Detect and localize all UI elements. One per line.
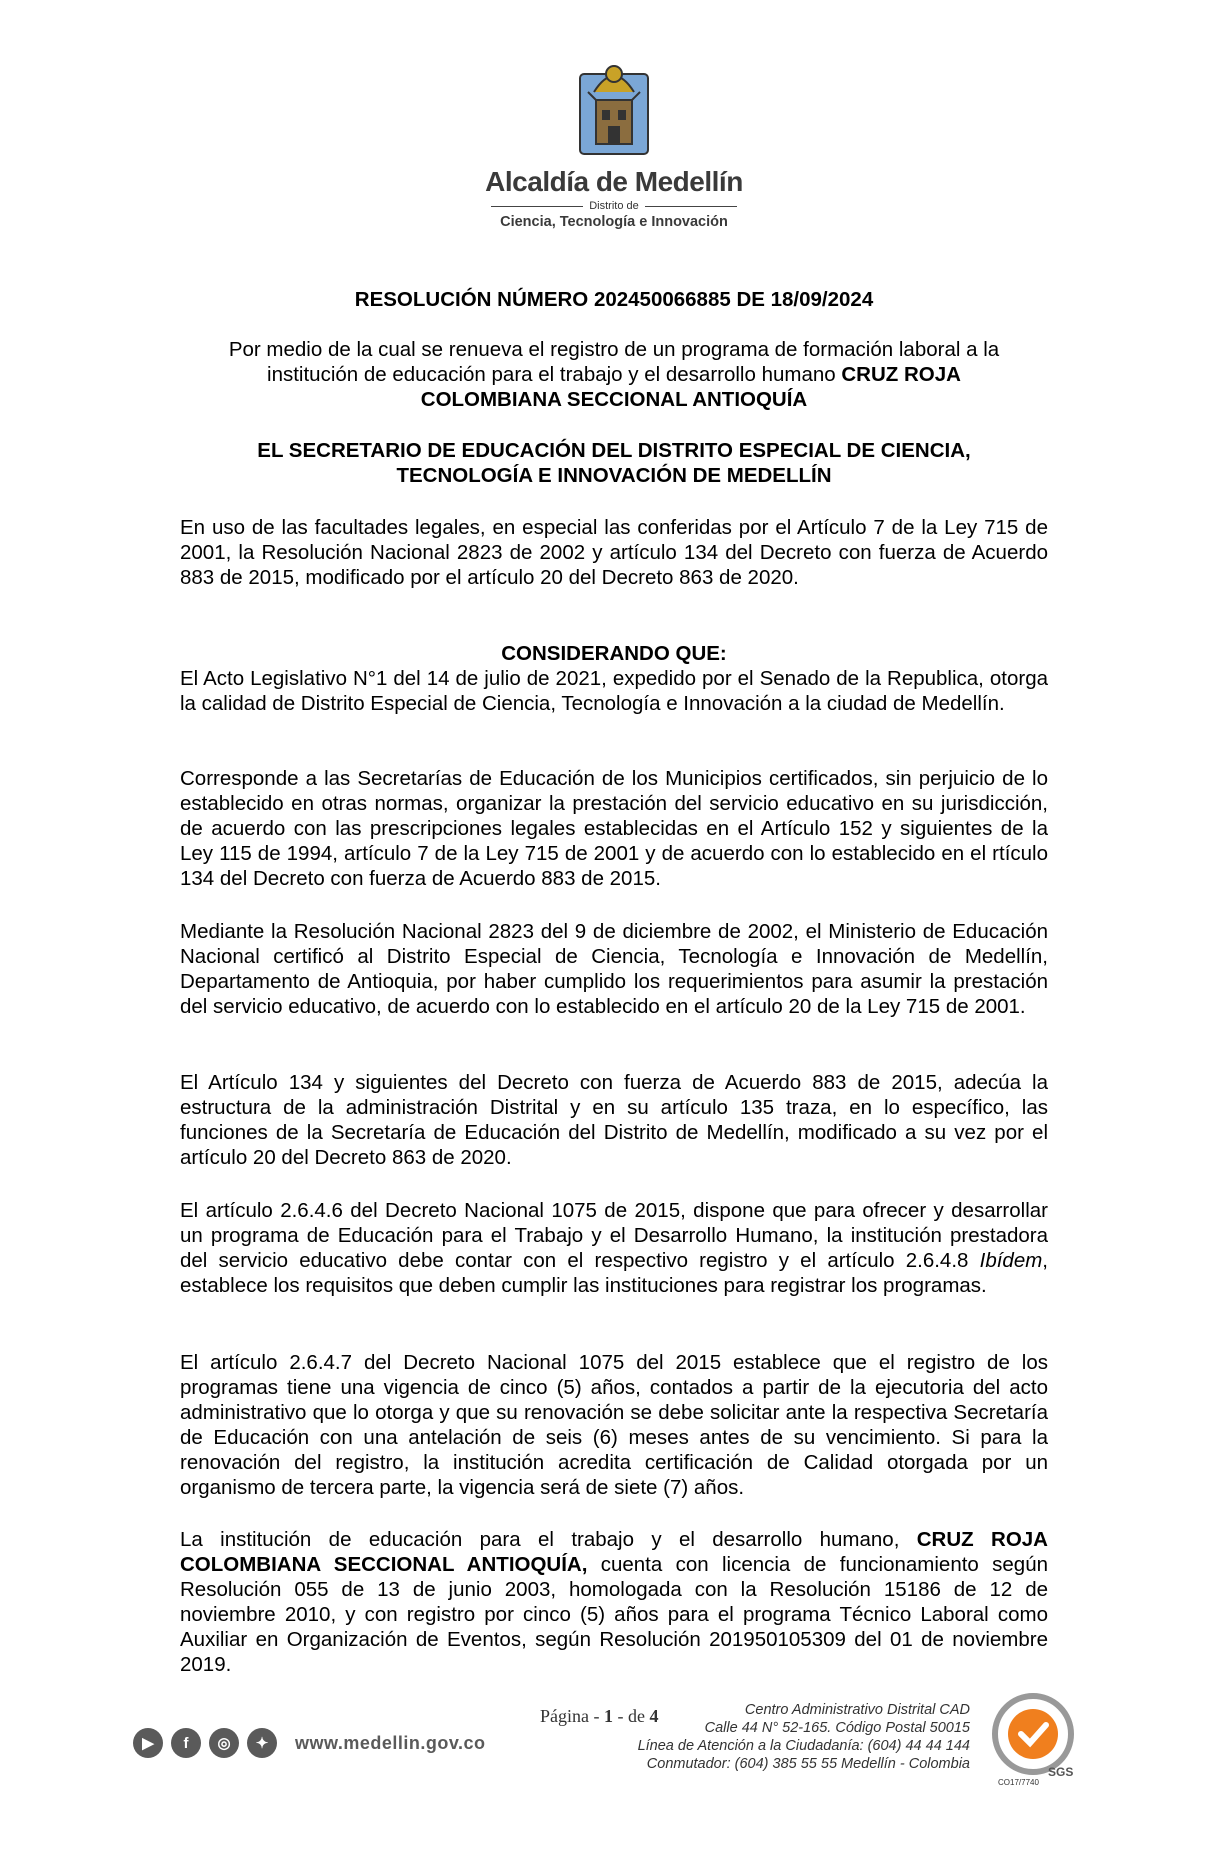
seal-text: SGS — [1048, 1765, 1074, 1779]
authority-line-2: TECNOLOGÍA E INNOVACIÓN DE MEDELLÍN — [396, 464, 832, 487]
considering-paragraph-2: Corresponde a las Secretarías de Educación de los Municipios certificados, sin perjuicio de lo establecido en otras normas, organizar la prestación del servicio educativo en su jurisdicción, de acuerdo con las prescripciones legales establecidas en el Artículo 152 y siguientes de la Ley 115 de 1994, artículo 7 de la Ley 715 de 2001 y de acuerdo con lo establecido en el rtículo 134 del Decreto con fuerza de Acuerdo 883 de 2015. — [180, 767, 1048, 890]
p5-text-c: , establece los requisitos que deben cumplir las instituciones para registrar los programas. — [180, 1249, 1048, 1297]
subject-institution: CRUZ ROJA COLOMBIANA SECCIONAL ANTIOQUÍA — [420, 363, 961, 411]
instagram-icon[interactable]: ◎ — [209, 1728, 239, 1758]
p7-text-a: La institución de educación para el trabajo y el desarrollo humano, — [180, 1528, 917, 1551]
p5-ibidem: Ibídem — [979, 1249, 1043, 1272]
address-line-2: Calle 44 N° 52-165. Código Postal 50015 — [704, 1720, 970, 1736]
address-block — [590, 1701, 970, 1773]
considering-paragraph-5 — [180, 1198, 1048, 1298]
seal-code: CO17/7740 — [998, 1778, 1039, 1787]
address-line-4: Conmutador: (604) 385 55 55 Medellín - Colombia — [646, 1756, 970, 1772]
subject-paragraph — [196, 337, 1032, 412]
resolution-title: RESOLUCIÓN NÚMERO 202450066885 DE 18/09/2024 — [354, 288, 874, 311]
medellin-coat-of-arms-icon — [574, 52, 654, 162]
considering-paragraph-6: El artículo 2.6.4.7 del Decreto Nacional 1075 del 2015 establece que el registro de los programas tiene una vigencia de cinco (5) años, contados a partir de la ejecutoria del acto administrativo que lo otorga y que su renovación se debe solicitar ante la respectiva Secretaría de Educación con una antelación de seis (6) meses antes de su vencimiento. Si para la renovación del registro, la institución acredita certificación de Calidad otorgada por un organismo de tercera parte, la vigencia será de siete (7) años. — [180, 1351, 1048, 1499]
youtube-icon[interactable]: ▶ — [133, 1728, 163, 1758]
address-line-3: Línea de Atención a la Ciudadanía: (604) 44 44 144 — [637, 1738, 970, 1754]
considering-paragraph-7 — [180, 1527, 1048, 1677]
authority-line-1: EL SECRETARIO DE EDUCACIÓN DEL DISTRITO ESPECIAL DE CIENCIA, — [257, 439, 971, 462]
p5-text-a: El artículo 2.6.4.6 del Decreto Nacional 1075 de 2015, dispone que para ofrecer y desarrollar un programa de Educación para el Trabajo y el Desarrollo Humano, la institución prestadora del servicio educativo debe contar con el respectivo registro y el artículo 2.6.4.8 — [180, 1199, 1048, 1272]
logo-sub: Distrito de — [589, 200, 639, 212]
p7-institution: CRUZ ROJA COLOMBIANA SECCIONAL ANTIOQUÍA, — [180, 1528, 1048, 1576]
website-link[interactable]: www.medellin.gov.co — [295, 1732, 486, 1753]
powers-paragraph: En uso de las facultades legales, en especial las conferidas por el Artículo 7 de la Ley 715 de 2001, la Resolución Nacional 2823 de 2002 y artículo 134 del Decreto con fuerza de Acuerdo 883 de 2015, modificado por el artículo 20 del Decreto 863 de 2020. — [180, 516, 1048, 589]
logo-name: Alcaldía de Medellín — [485, 166, 743, 197]
social-links — [133, 1728, 486, 1758]
subject-text: Por medio de la cual se renueva el registro de un programa de formación laboral a la institución de educación para el trabajo y el desarrollo humano — [228, 338, 1000, 386]
considering-paragraph-3: Mediante la Resolución Nacional 2823 del 9 de diciembre de 2002, el Ministerio de Educación Nacional certificó al Distrito Especial de Ciencia, Tecnología e Innovación de Medellín, Departamento de Antioquia, por haber cumplido los requerimientos para asumir la prestación del servicio educativo, de acuerdo con lo establecido en el artículo 20 de la Ley 715 de 2001. — [180, 920, 1048, 1018]
considering-heading: CONSIDERANDO QUE: — [501, 642, 727, 665]
page-total: 4 — [649, 1706, 659, 1726]
logo-sub2: Ciencia, Tecnología e Innovación — [500, 214, 728, 230]
considering-paragraph-4: El Artículo 134 y siguientes del Decreto con fuerza de Acuerdo 883 de 2015, adecúa la estructura de la administración Distrital y en su artículo 135 traza, en lo específico, las funciones de la Secretaría de Educación del Distrito de Medellín, modificado a su vez por el artículo 20 del Decreto 863 de 2020. — [180, 1071, 1048, 1169]
page-current: 1 — [603, 1706, 613, 1726]
page-mid: - de — [612, 1706, 650, 1726]
page-prefix: Página - — [540, 1706, 604, 1726]
twitter-icon[interactable]: ✦ — [247, 1728, 277, 1758]
sgs-iso-certification-seal-icon — [988, 1692, 1078, 1784]
address-line-1: Centro Administrativo Distrital CAD — [744, 1702, 970, 1718]
p7-text-c: cuenta con licencia de funcionamiento según Resolución 055 de 13 de junio 2003, homologada con la Resolución 15186 de 12 de noviembre 2010, y con registro por cinco (5) años para el programa Técnico Laboral como Auxiliar en Organización de Eventos, según Resolución 201950105309 del 01 de noviembre 2019. — [180, 1553, 1048, 1676]
considering-paragraph-1: El Acto Legislativo N°1 del 14 de julio de 2021, expedido por el Senado de la Republica, otorga la calidad de Distrito Especial de Ciencia, Tecnología e Innovación a la ciudad de Medellín. — [180, 667, 1048, 715]
facebook-icon[interactable]: f — [171, 1728, 201, 1758]
alcaldia-logo — [468, 52, 760, 262]
